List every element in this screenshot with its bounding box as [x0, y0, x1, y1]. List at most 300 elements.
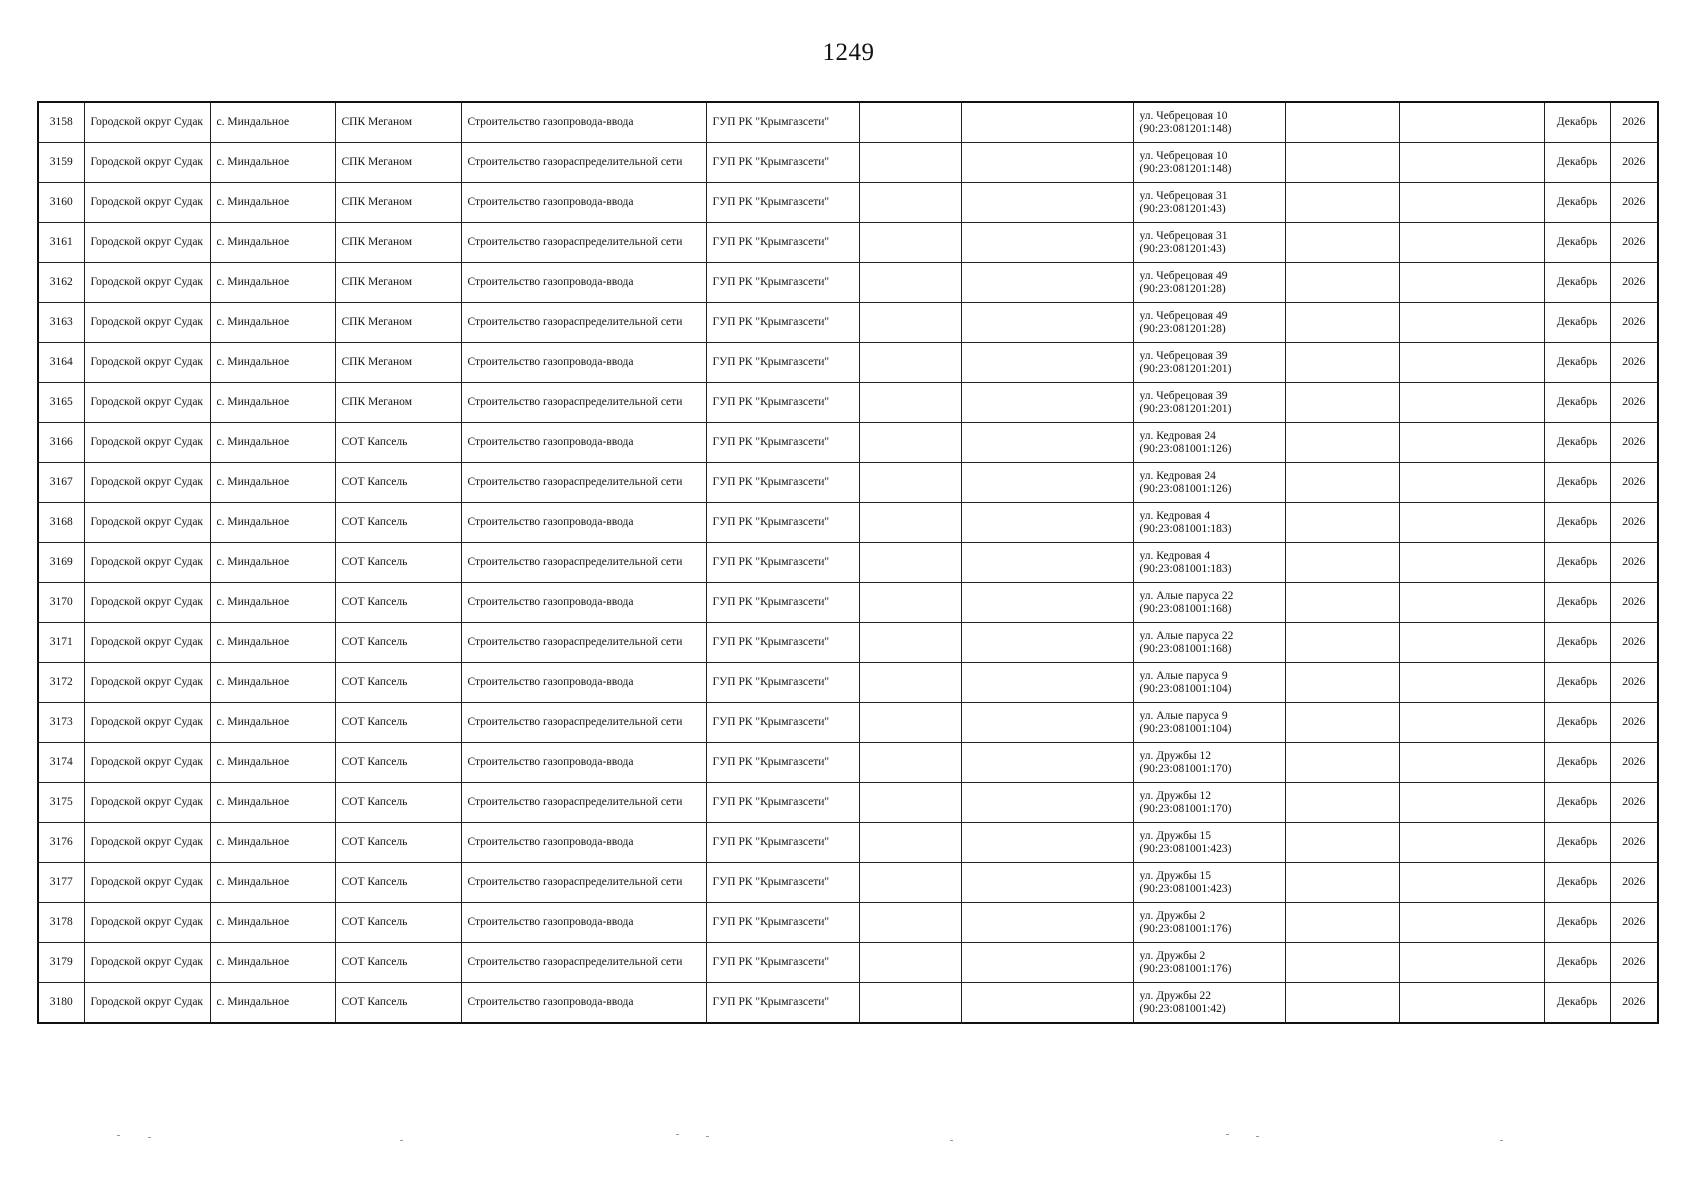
empty-cell [859, 783, 961, 823]
empty-cell [859, 743, 961, 783]
empty-cell [1285, 623, 1399, 663]
scan-speck [950, 1140, 953, 1141]
address-cell [1133, 663, 1285, 703]
organization-cell: ГУП РК "Крымгазсети" [706, 863, 859, 903]
year-cell: 2026 [1610, 183, 1658, 223]
empty-cell [1285, 463, 1399, 503]
street-address: ул. Дружбы 15 [1139, 829, 1212, 842]
work-type-cell: Строительство газопровода-ввода [461, 183, 706, 223]
year-cell: 2026 [1610, 423, 1658, 463]
empty-cell [1399, 863, 1544, 903]
empty-cell [859, 343, 961, 383]
district-cell: Городской округ Судак [84, 543, 210, 583]
village-cell: с. Миндальное [210, 623, 335, 663]
empty-cell [1399, 823, 1544, 863]
empty-cell [961, 383, 1133, 423]
year-cell: 2026 [1610, 303, 1658, 343]
empty-cell [859, 503, 961, 543]
district-cell: Городской округ Судак [84, 503, 210, 543]
address-cell [1133, 183, 1285, 223]
empty-cell [1399, 102, 1544, 143]
year-cell: 2026 [1610, 263, 1658, 303]
work-type-cell: Строительство газопровода-ввода [461, 983, 706, 1024]
street-address: ул. Дружбы 2 [1139, 949, 1206, 962]
empty-cell [961, 983, 1133, 1024]
empty-cell [961, 583, 1133, 623]
year-cell: 2026 [1610, 663, 1658, 703]
organization-cell: ГУП РК "Крымгазсети" [706, 263, 859, 303]
empty-cell [1285, 983, 1399, 1024]
organization-cell: ГУП РК "Крымгазсети" [706, 623, 859, 663]
empty-cell [1285, 903, 1399, 943]
year-cell: 2026 [1610, 383, 1658, 423]
address-cell [1133, 423, 1285, 463]
empty-cell [859, 543, 961, 583]
work-type-cell: Строительство газораспределительной сети [461, 863, 706, 903]
organization-cell: ГУП РК "Крымгазсети" [706, 743, 859, 783]
empty-cell [1399, 303, 1544, 343]
village-cell: с. Миндальное [210, 543, 335, 583]
address-cell [1133, 903, 1285, 943]
cadastral-number: (90:23:081001:170) [1139, 802, 1232, 815]
cadastral-number: (90:23:081201:28) [1139, 322, 1226, 335]
empty-cell [1285, 943, 1399, 983]
month-cell: Декабрь [1544, 463, 1610, 503]
row-number: 3177 [38, 863, 84, 903]
table-row [38, 343, 1658, 383]
organization-cell: ГУП РК "Крымгазсети" [706, 463, 859, 503]
village-cell: с. Миндальное [210, 263, 335, 303]
village-cell: с. Миндальное [210, 583, 335, 623]
cooperative-cell: СПК Меганом [335, 263, 461, 303]
empty-cell [961, 263, 1133, 303]
cooperative-cell: СОТ Капсель [335, 743, 461, 783]
year-cell: 2026 [1610, 703, 1658, 743]
empty-cell [859, 863, 961, 903]
empty-cell [859, 943, 961, 983]
empty-cell [859, 423, 961, 463]
year-cell: 2026 [1610, 503, 1658, 543]
organization-cell: ГУП РК "Крымгазсети" [706, 703, 859, 743]
district-cell: Городской округ Судак [84, 863, 210, 903]
empty-cell [1399, 903, 1544, 943]
table-row [38, 903, 1658, 943]
table-row [38, 783, 1658, 823]
row-number: 3175 [38, 783, 84, 823]
empty-cell [1285, 143, 1399, 183]
table-row [38, 823, 1658, 863]
empty-cell [1399, 583, 1544, 623]
address-cell [1133, 743, 1285, 783]
village-cell: с. Миндальное [210, 463, 335, 503]
month-cell: Декабрь [1544, 503, 1610, 543]
table-row [38, 703, 1658, 743]
street-address: ул. Дружбы 2 [1139, 909, 1206, 922]
organization-cell: ГУП РК "Крымгазсети" [706, 783, 859, 823]
cooperative-cell: СОТ Капсель [335, 623, 461, 663]
cadastral-number: (90:23:081001:104) [1139, 682, 1232, 695]
empty-cell [1285, 783, 1399, 823]
work-type-cell: Строительство газопровода-ввода [461, 503, 706, 543]
empty-cell [961, 343, 1133, 383]
organization-cell: ГУП РК "Крымгазсети" [706, 663, 859, 703]
empty-cell [859, 703, 961, 743]
empty-cell [859, 303, 961, 343]
month-cell: Декабрь [1544, 623, 1610, 663]
cadastral-number: (90:23:081001:42) [1139, 1002, 1226, 1015]
organization-cell: ГУП РК "Крымгазсети" [706, 102, 859, 143]
village-cell: с. Миндальное [210, 903, 335, 943]
street-address: ул. Алые паруса 9 [1139, 709, 1228, 722]
district-cell: Городской округ Судак [84, 823, 210, 863]
row-number: 3171 [38, 623, 84, 663]
work-type-cell: Строительство газораспределительной сети [461, 623, 706, 663]
year-cell: 2026 [1610, 983, 1658, 1024]
table-row [38, 543, 1658, 583]
street-address: ул. Алые паруса 22 [1139, 629, 1234, 642]
row-number: 3158 [38, 102, 84, 143]
table-row [38, 303, 1658, 343]
empty-cell [1399, 783, 1544, 823]
village-cell: с. Миндальное [210, 863, 335, 903]
scan-speck [1226, 1134, 1229, 1135]
row-number: 3174 [38, 743, 84, 783]
organization-cell: ГУП РК "Крымгазсети" [706, 983, 859, 1024]
month-cell: Декабрь [1544, 543, 1610, 583]
empty-cell [859, 463, 961, 503]
street-address: ул. Кедровая 24 [1139, 429, 1216, 442]
empty-cell [961, 663, 1133, 703]
cooperative-cell: СОТ Капсель [335, 663, 461, 703]
row-number: 3159 [38, 143, 84, 183]
organization-cell: ГУП РК "Крымгазсети" [706, 823, 859, 863]
empty-cell [1285, 423, 1399, 463]
empty-cell [1399, 503, 1544, 543]
village-cell: с. Миндальное [210, 663, 335, 703]
address-cell [1133, 343, 1285, 383]
scan-speck [400, 1140, 403, 1141]
empty-cell [1285, 863, 1399, 903]
organization-cell: ГУП РК "Крымгазсети" [706, 943, 859, 983]
organization-cell: ГУП РК "Крымгазсети" [706, 143, 859, 183]
village-cell: с. Миндальное [210, 343, 335, 383]
month-cell: Декабрь [1544, 903, 1610, 943]
empty-cell [1399, 743, 1544, 783]
empty-cell [1399, 463, 1544, 503]
district-cell: Городской округ Судак [84, 583, 210, 623]
address-cell [1133, 303, 1285, 343]
year-cell: 2026 [1610, 823, 1658, 863]
address-cell [1133, 863, 1285, 903]
table-row [38, 143, 1658, 183]
page-number: 1249 [822, 39, 875, 66]
row-number: 3160 [38, 183, 84, 223]
empty-cell [961, 143, 1133, 183]
empty-cell [1399, 143, 1544, 183]
street-address: ул. Дружбы 12 [1139, 749, 1212, 762]
table-row [38, 983, 1658, 1024]
empty-cell [1399, 543, 1544, 583]
address-cell [1133, 263, 1285, 303]
cooperative-cell: СОТ Капсель [335, 783, 461, 823]
address-cell [1133, 703, 1285, 743]
scan-speck [676, 1134, 679, 1135]
row-number: 3169 [38, 543, 84, 583]
table-row [38, 263, 1658, 303]
table-row [38, 383, 1658, 423]
district-cell: Городской округ Судак [84, 183, 210, 223]
month-cell: Декабрь [1544, 983, 1610, 1024]
cadastral-number: (90:23:081001:423) [1139, 842, 1232, 855]
empty-cell [961, 423, 1133, 463]
address-cell [1133, 503, 1285, 543]
village-cell: с. Миндальное [210, 943, 335, 983]
month-cell: Декабрь [1544, 183, 1610, 223]
street-address: ул. Чебрецовая 10 [1139, 109, 1228, 122]
empty-cell [1285, 303, 1399, 343]
cooperative-cell: СОТ Капсель [335, 943, 461, 983]
cadastral-number: (90:23:081001:423) [1139, 882, 1232, 895]
row-number: 3170 [38, 583, 84, 623]
work-type-cell: Строительство газопровода-ввода [461, 663, 706, 703]
work-type-cell: Строительство газораспределительной сети [461, 463, 706, 503]
work-type-cell: Строительство газораспределительной сети [461, 383, 706, 423]
month-cell: Декабрь [1544, 263, 1610, 303]
empty-cell [859, 383, 961, 423]
cadastral-number: (90:23:081001:176) [1139, 962, 1232, 975]
empty-cell [961, 623, 1133, 663]
empty-cell [859, 903, 961, 943]
empty-cell [859, 623, 961, 663]
year-cell: 2026 [1610, 863, 1658, 903]
street-address: ул. Алые паруса 22 [1139, 589, 1234, 602]
district-cell: Городской округ Судак [84, 102, 210, 143]
street-address: ул. Дружбы 12 [1139, 789, 1212, 802]
cooperative-cell: СОТ Капсель [335, 703, 461, 743]
organization-cell: ГУП РК "Крымгазсети" [706, 423, 859, 463]
address-cell [1133, 783, 1285, 823]
cooperative-cell: СПК Меганом [335, 343, 461, 383]
cooperative-cell: СОТ Капсель [335, 863, 461, 903]
cooperative-cell: СПК Меганом [335, 143, 461, 183]
work-type-cell: Строительство газораспределительной сети [461, 543, 706, 583]
empty-cell [1285, 583, 1399, 623]
address-cell [1133, 823, 1285, 863]
empty-cell [1285, 183, 1399, 223]
work-type-cell: Строительство газопровода-ввода [461, 423, 706, 463]
organization-cell: ГУП РК "Крымгазсети" [706, 903, 859, 943]
empty-cell [1399, 663, 1544, 703]
empty-cell [961, 543, 1133, 583]
work-type-cell: Строительство газопровода-ввода [461, 263, 706, 303]
month-cell: Декабрь [1544, 223, 1610, 263]
cooperative-cell: СОТ Капсель [335, 423, 461, 463]
empty-cell [1399, 383, 1544, 423]
empty-cell [1399, 983, 1544, 1024]
empty-cell [859, 263, 961, 303]
street-address: ул. Чебрецовая 31 [1139, 189, 1228, 202]
street-address: ул. Чебрецовая 49 [1139, 269, 1228, 282]
table-row [38, 503, 1658, 543]
organization-cell: ГУП РК "Крымгазсети" [706, 303, 859, 343]
month-cell: Декабрь [1544, 143, 1610, 183]
street-address: ул. Кедровая 4 [1139, 509, 1211, 522]
empty-cell [859, 143, 961, 183]
address-cell [1133, 463, 1285, 503]
cooperative-cell: СОТ Капсель [335, 983, 461, 1024]
district-cell: Городской округ Судак [84, 983, 210, 1024]
address-cell [1133, 102, 1285, 143]
empty-cell [1285, 503, 1399, 543]
year-cell: 2026 [1610, 583, 1658, 623]
table-row [38, 102, 1658, 143]
street-address: ул. Чебрецовая 39 [1139, 349, 1228, 362]
cooperative-cell: СОТ Капсель [335, 583, 461, 623]
empty-cell [961, 463, 1133, 503]
village-cell: с. Миндальное [210, 183, 335, 223]
empty-cell [859, 583, 961, 623]
work-type-cell: Строительство газораспределительной сети [461, 943, 706, 983]
month-cell: Декабрь [1544, 343, 1610, 383]
empty-cell [1285, 543, 1399, 583]
empty-cell [859, 663, 961, 703]
cooperative-cell: СОТ Капсель [335, 463, 461, 503]
organization-cell: ГУП РК "Крымгазсети" [706, 383, 859, 423]
row-number: 3161 [38, 223, 84, 263]
cadastral-number: (90:23:081201:148) [1139, 122, 1232, 135]
cooperative-cell: СПК Меганом [335, 303, 461, 343]
empty-cell [1399, 623, 1544, 663]
empty-cell [1285, 663, 1399, 703]
table-row [38, 583, 1658, 623]
empty-cell [1285, 703, 1399, 743]
work-type-cell: Строительство газораспределительной сети [461, 303, 706, 343]
empty-cell [961, 303, 1133, 343]
empty-cell [1285, 343, 1399, 383]
scan-speck [117, 1135, 120, 1136]
empty-cell [1285, 823, 1399, 863]
empty-cell [1285, 223, 1399, 263]
address-cell [1133, 543, 1285, 583]
empty-cell [859, 823, 961, 863]
empty-cell [859, 102, 961, 143]
row-number: 3178 [38, 903, 84, 943]
month-cell: Декабрь [1544, 383, 1610, 423]
year-cell: 2026 [1610, 343, 1658, 383]
organization-cell: ГУП РК "Крымгазсети" [706, 183, 859, 223]
empty-cell [961, 783, 1133, 823]
work-type-cell: Строительство газопровода-ввода [461, 823, 706, 863]
village-cell: с. Миндальное [210, 383, 335, 423]
address-cell [1133, 143, 1285, 183]
empty-cell [961, 943, 1133, 983]
month-cell: Декабрь [1544, 823, 1610, 863]
empty-cell [1285, 383, 1399, 423]
empty-cell [961, 183, 1133, 223]
empty-cell [1399, 343, 1544, 383]
address-cell [1133, 983, 1285, 1024]
year-cell: 2026 [1610, 223, 1658, 263]
cadastral-number: (90:23:081001:126) [1139, 442, 1232, 455]
empty-cell [961, 823, 1133, 863]
village-cell: с. Миндальное [210, 743, 335, 783]
year-cell: 2026 [1610, 463, 1658, 503]
district-cell: Городской округ Судак [84, 143, 210, 183]
village-cell: с. Миндальное [210, 503, 335, 543]
row-number: 3167 [38, 463, 84, 503]
district-cell: Городской округ Судак [84, 463, 210, 503]
month-cell: Декабрь [1544, 943, 1610, 983]
cooperative-cell: СОТ Капсель [335, 823, 461, 863]
work-type-cell: Строительство газопровода-ввода [461, 102, 706, 143]
village-cell: с. Миндальное [210, 983, 335, 1024]
year-cell: 2026 [1610, 743, 1658, 783]
row-number: 3165 [38, 383, 84, 423]
street-address: ул. Чебрецовая 31 [1139, 229, 1228, 242]
village-cell: с. Миндальное [210, 143, 335, 183]
cadastral-number: (90:23:081001:104) [1139, 722, 1232, 735]
work-type-cell: Строительство газораспределительной сети [461, 783, 706, 823]
village-cell: с. Миндальное [210, 823, 335, 863]
empty-cell [1285, 743, 1399, 783]
row-number: 3166 [38, 423, 84, 463]
cadastral-number: (90:23:081201:201) [1139, 362, 1232, 375]
table-row [38, 743, 1658, 783]
address-cell [1133, 223, 1285, 263]
empty-cell [1399, 423, 1544, 463]
organization-cell: ГУП РК "Крымгазсети" [706, 343, 859, 383]
street-address: ул. Чебрецовая 49 [1139, 309, 1228, 322]
village-cell: с. Миндальное [210, 223, 335, 263]
cadastral-number: (90:23:081001:176) [1139, 922, 1232, 935]
empty-cell [1399, 263, 1544, 303]
scan-speck [1500, 1140, 1503, 1141]
month-cell: Декабрь [1544, 863, 1610, 903]
row-number: 3176 [38, 823, 84, 863]
table-row [38, 623, 1658, 663]
cadastral-number: (90:23:081001:126) [1139, 482, 1232, 495]
empty-cell [1399, 703, 1544, 743]
organization-cell: ГУП РК "Крымгазсети" [706, 583, 859, 623]
row-number: 3168 [38, 503, 84, 543]
scan-speck [148, 1137, 151, 1138]
work-type-cell: Строительство газопровода-ввода [461, 743, 706, 783]
organization-cell: ГУП РК "Крымгазсети" [706, 543, 859, 583]
row-number: 3179 [38, 943, 84, 983]
month-cell: Декабрь [1544, 583, 1610, 623]
table-body [38, 102, 1658, 1023]
district-cell: Городской округ Судак [84, 223, 210, 263]
empty-cell [961, 863, 1133, 903]
month-cell: Декабрь [1544, 102, 1610, 143]
table-row [38, 423, 1658, 463]
year-cell: 2026 [1610, 623, 1658, 663]
year-cell: 2026 [1610, 102, 1658, 143]
empty-cell [1399, 943, 1544, 983]
organization-cell: ГУП РК "Крымгазсети" [706, 223, 859, 263]
cadastral-number: (90:23:081201:28) [1139, 282, 1226, 295]
empty-cell [1285, 102, 1399, 143]
empty-cell [1399, 183, 1544, 223]
village-cell: с. Миндальное [210, 703, 335, 743]
district-cell: Городской округ Судак [84, 623, 210, 663]
village-cell: с. Миндальное [210, 102, 335, 143]
cooperative-cell: СПК Меганом [335, 223, 461, 263]
address-cell [1133, 583, 1285, 623]
work-type-cell: Строительство газопровода-ввода [461, 583, 706, 623]
row-number: 3164 [38, 343, 84, 383]
village-cell: с. Миндальное [210, 303, 335, 343]
